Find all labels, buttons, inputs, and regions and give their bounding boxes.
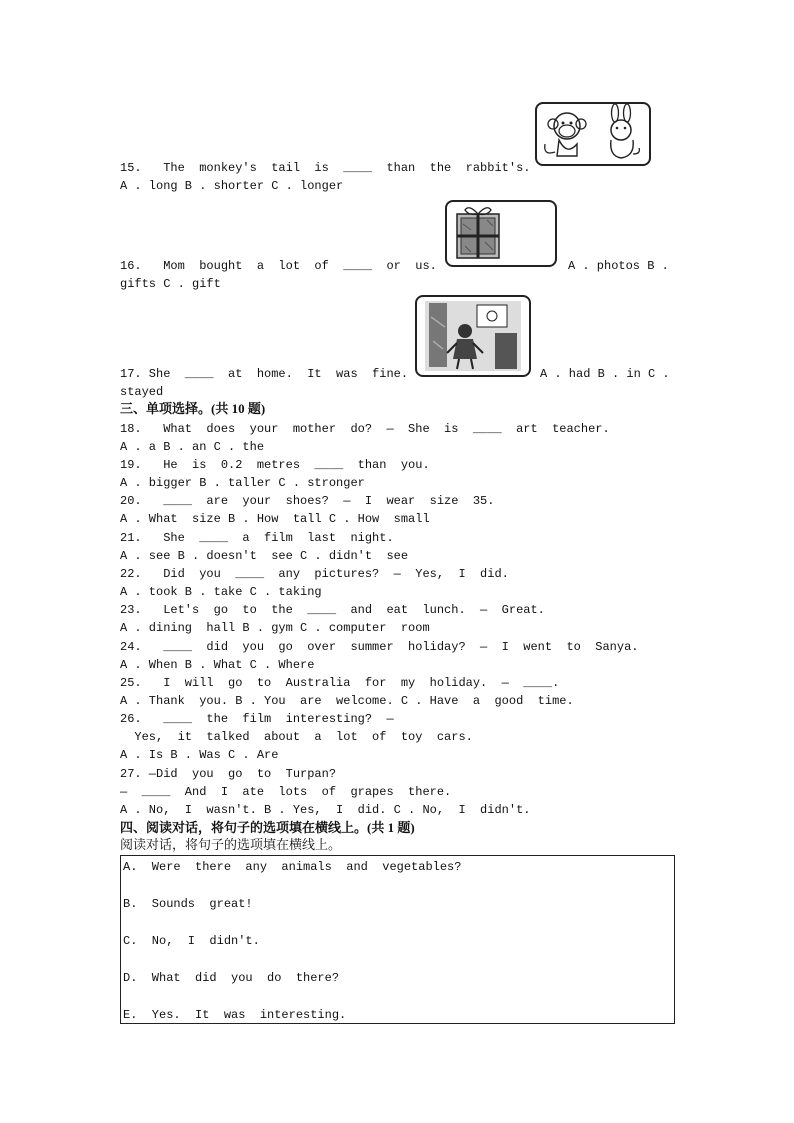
gift-box-picture: [445, 200, 557, 267]
section-4-heading: 四、阅读对话，将句子的选项填在横线上。(共 1 题): [120, 820, 415, 835]
question-17-text: 17. She ____ at home. It was fine.: [120, 367, 409, 381]
question-24-text: 24. ____ did you go over summer holiday? — I went to Sanya.: [120, 640, 639, 654]
dialogue-option-e: E. Yes. It was interesting.: [123, 1008, 347, 1022]
question-27-text: 27. —Did you go to Turpan?: [120, 767, 337, 781]
dialogue-option-d: D. What did you do there?: [123, 971, 340, 985]
question-15-options: A . long B . shorter C . longer: [120, 179, 344, 193]
question-27-options: A . No, I wasn't. B . Yes, I did. C . No, I didn't.: [120, 803, 531, 817]
question-22-text: 22. Did you ____ any pictures? — Yes, I did.: [120, 567, 509, 581]
question-26-text: 26. ____ the film interesting? —: [120, 712, 394, 726]
question-16-options-start: A . photos B .: [568, 259, 669, 273]
dialogue-option-a: A. Were there any animals and vegetables?: [123, 860, 462, 874]
question-16-options-continued: gifts C . gift: [120, 277, 221, 291]
question-25-text: 25. I will go to Australia for my holiday. — ____.: [120, 676, 560, 690]
question-25-options: A . Thank you. B . You are welcome. C . Have a good time.: [120, 694, 574, 708]
dialogue-option-c: C. No, I didn't.: [123, 934, 260, 948]
dialogue-options-box: [120, 855, 675, 1024]
question-18-options: A . a B . an C . the: [120, 440, 265, 454]
question-19-text: 19. He is 0.2 metres ____ than you.: [120, 458, 430, 472]
question-21-options: A . see B . doesn't see C . didn't see: [120, 549, 409, 563]
question-16-text: 16. Mom bought a lot of ____ or us.: [120, 259, 437, 273]
question-27-answer-line: — ____ And I ate lots of grapes there.: [120, 785, 452, 799]
question-18-text: 18. What does your mother do? — She is ____ art teacher.: [120, 422, 610, 436]
section-4-instruction: 阅读对话，将句子的选项填在横线上。: [120, 837, 342, 852]
question-26-options: A . Is B . Was C . Are: [120, 748, 279, 762]
question-24-options: A . When B . What C . Where: [120, 658, 315, 672]
monkey-rabbit-picture: [535, 102, 651, 166]
question-20-text: 20. ____ are your shoes? — I wear size 35.: [120, 494, 495, 508]
question-22-options: A . took B . take C . taking: [120, 585, 322, 599]
question-26-answer-line: Yes, it talked about a lot of toy cars.: [120, 730, 473, 744]
question-23-text: 23. Let's go to the ____ and eat lunch. — Great.: [120, 603, 545, 617]
section-3-heading: 三、单项选择。(共 10 题): [120, 401, 266, 416]
question-20-options: A . What size B . How tall C . How small: [120, 512, 430, 526]
question-17-options-continued: stayed: [120, 385, 164, 399]
question-15-text: 15. The monkey's tail is ____ than the rabbit's.: [120, 161, 531, 175]
question-17-options-start: A . had B . in C .: [540, 367, 670, 381]
question-21-text: 21. She ____ a film last night.: [120, 531, 394, 545]
girl-at-home-picture: [415, 295, 531, 377]
dialogue-option-b: B. Sounds great!: [123, 897, 253, 911]
question-23-options: A . dining hall B . gym C . computer room: [120, 621, 430, 635]
question-19-options: A . bigger B . taller C . stronger: [120, 476, 365, 490]
